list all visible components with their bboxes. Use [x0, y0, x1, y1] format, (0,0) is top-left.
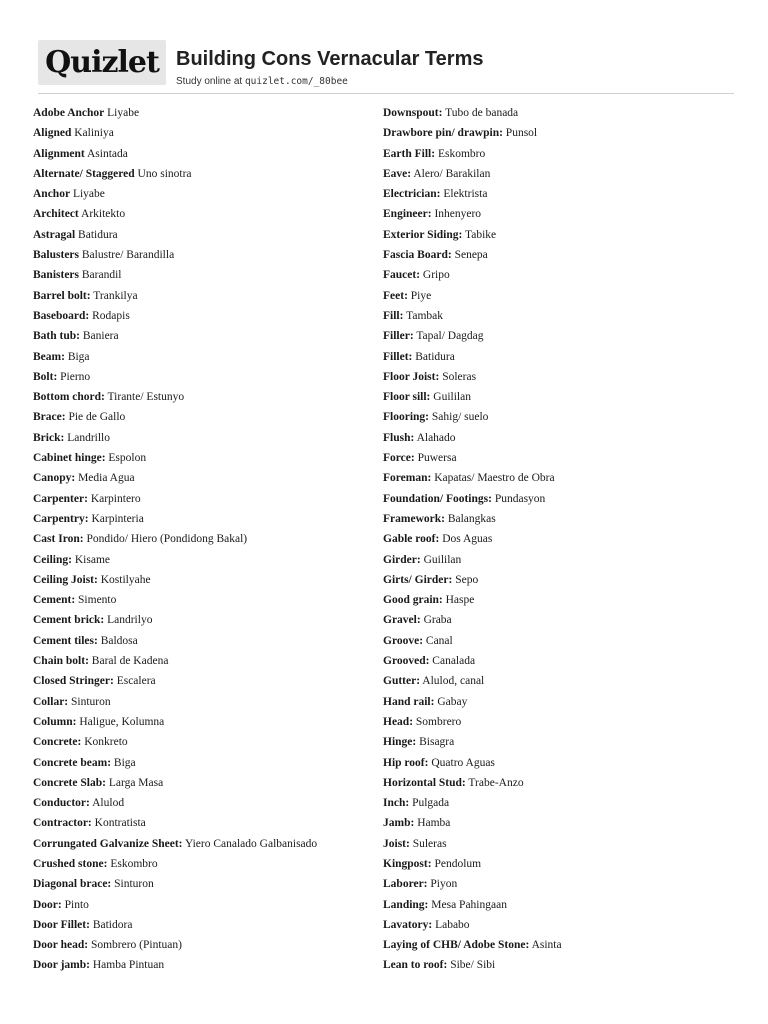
- term-entry: [33, 164, 378, 184]
- term-label: Anchor: [33, 188, 71, 201]
- term-entry: [383, 753, 728, 773]
- term-definition: Alero/ Barakilan: [413, 167, 491, 180]
- term-label: Corrungated Galvanize Sheet:: [33, 837, 183, 850]
- term-label: Flush:: [383, 431, 415, 444]
- term-definition: Puwersa: [417, 452, 457, 465]
- term-definition: Balangkas: [447, 512, 496, 525]
- term-label: Adobe Anchor: [33, 107, 105, 119]
- term-entry: [383, 468, 728, 488]
- term-label: Jamb:: [383, 817, 415, 830]
- term-definition: Tabike: [465, 228, 497, 241]
- term-definition: Elektrista: [443, 188, 488, 201]
- term-definition: Sahig/ suelo: [431, 411, 489, 424]
- term-label: Fillet:: [383, 350, 413, 363]
- study-url-link[interactable]: quizlet.com/_80bee: [244, 76, 348, 87]
- term-definition: Quatro Aguas: [431, 756, 495, 769]
- term-label: Brace:: [33, 411, 66, 424]
- term-definition: Asinta: [531, 939, 562, 952]
- term-label: Gutter:: [383, 675, 421, 688]
- term-definition: Uno sinotra: [137, 167, 192, 180]
- term-entry: [33, 489, 378, 509]
- term-entry: [33, 428, 378, 448]
- term-definition: Larga Masa: [108, 776, 164, 789]
- term-definition: Batidura: [78, 228, 118, 241]
- term-definition: Mesa Pahingaan: [431, 898, 507, 911]
- term-label: Aligned: [33, 127, 72, 140]
- term-definition: Sinturon: [114, 878, 154, 891]
- term-label: Electrician:: [383, 188, 441, 201]
- term-entry: [33, 144, 378, 164]
- term-entry: [33, 874, 378, 894]
- term-definition: Landrillo: [67, 431, 110, 444]
- term-entry: [383, 387, 728, 407]
- term-label: Collar:: [33, 695, 69, 708]
- term-label: Door Fillet:: [33, 918, 90, 931]
- term-definition: Rodapis: [92, 309, 130, 322]
- term-label: Concrete beam:: [33, 756, 112, 769]
- page-title: Building Cons Vernacular Terms: [176, 48, 484, 70]
- term-label: Cement:: [33, 594, 76, 607]
- term-definition: Sibe/ Sibi: [450, 959, 496, 972]
- term-label: Column:: [33, 715, 77, 728]
- term-entry: [383, 184, 728, 204]
- term-definition: Canalada: [432, 655, 476, 668]
- term-entry: [383, 732, 728, 752]
- term-entry: [33, 753, 378, 773]
- term-entry: [383, 123, 728, 143]
- term-label: Cement tiles:: [33, 634, 98, 647]
- term-entry: [33, 935, 378, 955]
- term-definition: Haspe: [445, 594, 475, 607]
- term-label: Joist:: [383, 837, 410, 850]
- term-label: Faucet:: [383, 269, 421, 282]
- quizlet-logo[interactable]: [38, 40, 166, 85]
- term-entry: [383, 367, 728, 387]
- term-entry: [383, 529, 728, 549]
- term-definition: Eskombro: [110, 857, 158, 870]
- term-definition: Sombrero: [415, 715, 462, 728]
- term-label: Girder:: [383, 553, 421, 566]
- term-definition: Barandil: [81, 269, 122, 282]
- term-label: Feet:: [383, 289, 408, 302]
- term-entry: [33, 529, 378, 549]
- term-label: Inch:: [383, 797, 410, 810]
- term-entry: [383, 813, 728, 833]
- term-definition: Kostilyahe: [100, 573, 151, 586]
- study-online-line: [176, 76, 348, 87]
- term-label: Door:: [33, 898, 62, 911]
- term-entry: [383, 164, 728, 184]
- term-definition: Pie de Gallo: [68, 411, 126, 424]
- term-entry: [33, 671, 378, 691]
- term-entry: [383, 955, 728, 975]
- term-label: Balusters: [33, 249, 79, 262]
- term-entry: [383, 895, 728, 915]
- term-entry: [383, 834, 728, 854]
- term-definition: Asintada: [87, 147, 128, 160]
- term-definition: Graba: [423, 614, 452, 627]
- term-entry: [33, 570, 378, 590]
- term-entry: [33, 773, 378, 793]
- term-label: Flooring:: [383, 411, 429, 424]
- term-label: Alignment: [33, 147, 85, 160]
- term-entry: [33, 265, 378, 285]
- term-label: Gravel:: [383, 614, 421, 627]
- term-entry: [383, 144, 728, 164]
- term-label: Banisters: [33, 269, 79, 282]
- term-definition: Trankilya: [93, 289, 138, 302]
- term-entry: [33, 915, 378, 935]
- term-label: Horizontal Stud:: [383, 776, 466, 789]
- term-entry: [383, 874, 728, 894]
- term-entry: [33, 854, 378, 874]
- term-label: Canopy:: [33, 472, 76, 485]
- term-label: Chain bolt:: [33, 655, 89, 668]
- term-definition: Media Agua: [78, 472, 135, 485]
- term-label: Ceiling:: [33, 553, 72, 566]
- term-definition: Baldosa: [100, 634, 138, 647]
- term-label: Fascia Board:: [383, 249, 452, 262]
- term-label: Floor sill:: [383, 391, 431, 404]
- term-definition: Punsol: [505, 127, 538, 140]
- term-entry: [33, 103, 378, 123]
- term-definition: Kaliniya: [74, 127, 114, 140]
- term-label: Hand rail:: [383, 695, 435, 708]
- term-label: Exterior Siding:: [383, 228, 463, 241]
- term-label: Bath tub:: [33, 330, 80, 343]
- term-label: Force:: [383, 452, 415, 465]
- term-label: Head:: [383, 715, 414, 728]
- term-label: Cast Iron:: [33, 533, 84, 546]
- term-entry: [383, 631, 728, 651]
- term-definition: Pondido/ Hiero (Pondidong Bakal): [86, 533, 248, 546]
- term-definition: Guililan: [433, 391, 471, 404]
- term-definition: Balustre/ Barandilla: [81, 249, 175, 262]
- term-entry: [383, 448, 728, 468]
- term-entry: [383, 570, 728, 590]
- term-label: Conductor:: [33, 797, 90, 810]
- term-label: Foundation/ Footings:: [383, 492, 492, 505]
- term-label: Hinge:: [383, 736, 417, 749]
- term-entry: [383, 489, 728, 509]
- term-entry: [33, 184, 378, 204]
- term-entry: [33, 895, 378, 915]
- term-label: Framework:: [383, 512, 445, 525]
- term-entry: [33, 590, 378, 610]
- term-definition: Haligue, Kolumna: [79, 715, 165, 728]
- term-label: Good grain:: [383, 594, 443, 607]
- header: [38, 40, 734, 92]
- term-entry: [383, 245, 728, 265]
- term-entry: [33, 204, 378, 224]
- term-definition: Kontratista: [94, 817, 146, 830]
- term-definition: Trabe-Anzo: [468, 776, 524, 789]
- term-definition: Batidura: [415, 350, 455, 363]
- term-definition: Liyabe: [72, 188, 105, 201]
- term-definition: Dos Aguas: [442, 533, 493, 546]
- term-definition: Pundasyon: [494, 492, 546, 505]
- term-definition: Baniera: [82, 330, 119, 343]
- term-label: Alternate/ Staggered: [33, 167, 135, 180]
- term-label: Lavatory:: [383, 918, 433, 931]
- term-label: Door head:: [33, 939, 89, 952]
- term-definition: Alulod: [92, 797, 125, 810]
- term-entry: [33, 712, 378, 732]
- term-label: Foreman:: [383, 472, 432, 485]
- term-label: Downspout:: [383, 107, 443, 119]
- term-definition: Liyabe: [107, 107, 140, 119]
- term-label: Filler:: [383, 330, 414, 343]
- term-label: Architect: [33, 208, 79, 221]
- term-entry: [383, 306, 728, 326]
- term-entry: [33, 225, 378, 245]
- term-label: Carpenter:: [33, 492, 88, 505]
- term-entry: [33, 468, 378, 488]
- header-divider: [38, 93, 734, 94]
- term-label: Door jamb:: [33, 959, 90, 972]
- term-definition: Landrilyo: [107, 614, 153, 627]
- term-label: Contractor:: [33, 817, 92, 830]
- term-entry: [33, 326, 378, 346]
- term-label: Kingpost:: [383, 857, 432, 870]
- term-entry: [383, 935, 728, 955]
- term-definition: Konkreto: [84, 736, 128, 749]
- term-definition: Senepa: [454, 249, 488, 262]
- term-entry: [33, 347, 378, 367]
- term-entry: [383, 326, 728, 346]
- term-definition: Baral de Kadena: [91, 655, 169, 668]
- term-definition: Alulod, canal: [422, 675, 485, 688]
- term-definition: Karpintero: [90, 492, 141, 505]
- term-definition: Guililan: [423, 553, 462, 566]
- term-entry: [383, 265, 728, 285]
- term-definition: Gabay: [437, 695, 468, 708]
- term-entry: [33, 651, 378, 671]
- term-definition: Eskombro: [437, 147, 486, 160]
- term-definition: Tambak: [406, 309, 444, 322]
- term-definition: Sinturon: [71, 695, 111, 708]
- term-label: Hip roof:: [383, 756, 429, 769]
- term-definition: Inhenyero: [434, 208, 482, 221]
- term-entry: [33, 834, 378, 854]
- term-entry: [383, 347, 728, 367]
- term-label: Eave:: [383, 167, 412, 180]
- term-definition: Biga: [113, 756, 136, 769]
- term-definition: Piyon: [430, 878, 458, 891]
- term-entry: [383, 103, 728, 123]
- terms-column-right: [383, 103, 728, 976]
- term-label: Bottom chord:: [33, 391, 105, 404]
- term-definition: Piye: [410, 289, 432, 302]
- term-definition: Pierno: [60, 370, 91, 383]
- term-entry: [383, 286, 728, 306]
- term-entry: [33, 306, 378, 326]
- term-definition: Gripo: [422, 269, 450, 282]
- term-definition: Pendolum: [434, 857, 482, 870]
- term-label: Cabinet hinge:: [33, 452, 106, 465]
- term-definition: Bisagra: [419, 736, 455, 749]
- term-definition: Espolon: [108, 452, 147, 465]
- term-label: Groove:: [383, 634, 424, 647]
- term-entry: [383, 590, 728, 610]
- term-entry: [33, 732, 378, 752]
- term-entry: [33, 448, 378, 468]
- term-entry: [33, 610, 378, 630]
- term-label: Gable roof:: [383, 533, 440, 546]
- term-entry: [33, 286, 378, 306]
- term-label: Concrete:: [33, 736, 82, 749]
- term-definition: Alahado: [416, 431, 456, 444]
- term-entry: [33, 407, 378, 427]
- term-label: Barrel bolt:: [33, 289, 91, 302]
- term-definition: Arkitekto: [81, 208, 126, 221]
- term-label: Drawbore pin/ drawpin:: [383, 127, 503, 140]
- term-entry: [383, 773, 728, 793]
- term-label: Grooved:: [383, 655, 430, 668]
- term-entry: [383, 428, 728, 448]
- term-definition: Sepo: [455, 573, 479, 586]
- term-entry: [33, 955, 378, 975]
- term-label: Brick:: [33, 431, 65, 444]
- term-label: Carpentry:: [33, 512, 89, 525]
- term-definition: Pinto: [64, 898, 89, 911]
- term-label: Concrete Slab:: [33, 776, 106, 789]
- term-entry: [33, 793, 378, 813]
- term-label: Laying of CHB/ Adobe Stone:: [383, 939, 530, 952]
- term-label: Closed Stringer:: [33, 675, 114, 688]
- term-label: Crushed stone:: [33, 857, 108, 870]
- logo-text: Quizlet: [45, 45, 159, 80]
- term-definition: Escalera: [116, 675, 156, 688]
- term-definition: Kisame: [74, 553, 110, 566]
- term-definition: Lababo: [435, 918, 470, 931]
- term-label: Landing:: [383, 898, 429, 911]
- term-definition: Sombrero (Pintuan): [90, 939, 182, 952]
- term-definition: Batidora: [92, 918, 133, 931]
- term-definition: Karpinteria: [91, 512, 144, 525]
- term-entry: [383, 854, 728, 874]
- term-label: Girts/ Girder:: [383, 573, 453, 586]
- term-entry: [33, 509, 378, 529]
- term-entry: [33, 550, 378, 570]
- term-entry: [33, 245, 378, 265]
- term-entry: [383, 204, 728, 224]
- term-definition: Soleras: [442, 370, 477, 383]
- study-prefix: Study online at: [176, 76, 245, 87]
- term-definition: Hamba Pintuan: [92, 959, 165, 972]
- term-entry: [33, 813, 378, 833]
- term-entry: [383, 407, 728, 427]
- term-definition: Canal: [425, 634, 453, 647]
- term-entry: [383, 509, 728, 529]
- term-entry: [33, 123, 378, 143]
- term-definition: Tapal/ Dagdag: [416, 330, 484, 343]
- term-label: Floor Joist:: [383, 370, 440, 383]
- term-entry: [383, 225, 728, 245]
- term-entry: [383, 550, 728, 570]
- term-entry: [33, 692, 378, 712]
- term-definition: Suleras: [412, 837, 447, 850]
- term-label: Astragal: [33, 228, 76, 241]
- term-label: Earth Fill:: [383, 147, 436, 160]
- term-definition: Tirante/ Estunyo: [107, 391, 185, 404]
- term-entry: [383, 793, 728, 813]
- term-entry: [383, 712, 728, 732]
- terms-column-left: [33, 103, 378, 976]
- term-entry: [33, 631, 378, 651]
- term-entry: [383, 671, 728, 691]
- term-label: Baseboard:: [33, 309, 90, 322]
- term-label: Cement brick:: [33, 614, 105, 627]
- term-label: Laborer:: [383, 878, 428, 891]
- term-label: Bolt:: [33, 370, 58, 383]
- term-entry: [383, 610, 728, 630]
- term-definition: Yiero Canalado Galbanisado: [184, 837, 318, 850]
- term-label: Lean to roof:: [383, 959, 448, 972]
- term-definition: Hamba: [417, 817, 451, 830]
- term-label: Diagonal brace:: [33, 878, 112, 891]
- term-label: Beam:: [33, 350, 65, 363]
- term-entry: [33, 367, 378, 387]
- term-label: Ceiling Joist:: [33, 573, 98, 586]
- term-label: Engineer:: [383, 208, 432, 221]
- term-entry: [383, 915, 728, 935]
- term-definition: Simento: [78, 594, 117, 607]
- term-definition: Tubo de banada: [445, 107, 519, 119]
- term-definition: Kapatas/ Maestro de Obra: [434, 472, 555, 485]
- term-entry: [383, 692, 728, 712]
- term-entry: [383, 651, 728, 671]
- term-label: Fill:: [383, 309, 404, 322]
- term-entry: [33, 387, 378, 407]
- term-definition: Pulgada: [412, 797, 450, 810]
- term-definition: Biga: [67, 350, 90, 363]
